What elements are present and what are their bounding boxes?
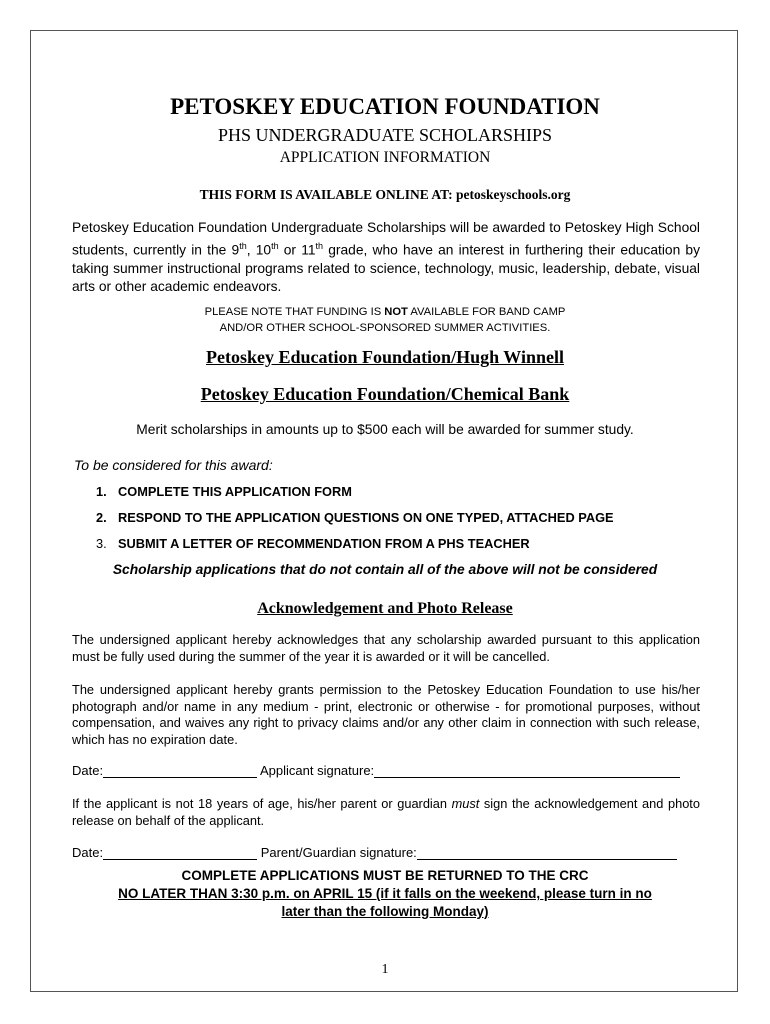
scholarship-chemical-bank: Petoskey Education Foundation/Chemical Bank [200,384,570,404]
intro-sup-1: th [239,241,247,251]
step-number: 1. [96,484,107,499]
step-1 [96,484,352,499]
step-text: COMPLETE THIS APPLICATION FORM [118,484,352,499]
subtitle-2: APPLICATION INFORMATION [279,149,491,166]
intro-text-1: Petoskey Education Foundation Undergraduate Scholarships will be awarded to Petoskey High School students, currently in the 9 [72,220,700,258]
ack-paragraph-1: The undersigned applicant hereby acknowledges that any scholarship awarded pursuant to this application must be fully used during the summer of the year it is awarded or it will be cancelled. [72,632,700,664]
note-not: NOT [384,306,408,318]
date-field[interactable] [103,764,257,778]
step-number: 3. [96,536,107,551]
guardian-signature-row [72,845,677,860]
minor-text-2: sign the acknowledgement and photo release on behalf of the applicant. [72,796,700,828]
note-text-a: PLEASE NOTE THAT FUNDING IS [204,306,385,318]
minor-text-1: If the applicant is not 18 years of age, his/her parent or guardian [72,796,452,811]
applicant-signature-row [72,763,680,778]
consider-heading: To be considered for this award: [74,457,273,473]
intro-sup-2: th [271,241,279,251]
return-notice-line-3: later than the following Monday) [281,904,489,919]
note-text-b: AVAILABLE FOR BAND CAMP [407,306,566,318]
intro-sup-3: th [315,241,324,251]
subtitle: PHS UNDERGRADUATE SCHOLARSHIPS [217,125,553,145]
date-label: Date: [72,845,104,860]
guardian-signature-field[interactable] [417,846,677,860]
step-number: 2. [96,510,107,525]
ack-heading: Acknowledgement and Photo Release [257,600,513,617]
intro-text-2: , 10 [246,242,272,258]
minor-note [72,796,700,829]
page-number: 1 [381,962,389,977]
intro-paragraph [72,219,700,296]
step-text: SUBMIT A LETTER OF RECOMMENDATION FROM A PHS TEACHER [118,536,530,551]
intro-text-3: or 11 [278,242,316,258]
date-label: Date: [72,763,104,778]
guardian-signature-label: Parent/Guardian signature: [260,845,417,860]
online-prefix: THIS FORM IS AVAILABLE ONLINE AT: [199,187,453,202]
funding-note-line-2: AND/OR OTHER SCHOOL-SPONSORED SUMMER ACTIVITIES. [219,322,551,334]
funding-note [0,304,770,336]
step-2 [96,510,614,525]
warning-text: Scholarship applications that do not contain all of the above will not be considered [112,562,658,577]
applicant-signature-label: Applicant signature: [259,763,375,778]
step-text: RESPOND TO THE APPLICATION QUESTIONS ON ONE TYPED, ATTACHED PAGE [118,510,614,525]
ack-paragraph-2: The undersigned applicant hereby grants permission to the Petoskey Education Foundation to use his/her photograph and/or name in any medium - print, electronic or otherwise - for promotional purposes, without compensation, and waives any right to privacy claims and/or any other claim in connection with such release, which has no expiration date. [72,682,700,747]
step-3 [96,536,530,551]
return-notice-line-2: NO LATER THAN 3:30 p.m. on APRIL 15 (if it falls on the weekend, please turn in no [118,886,652,901]
website-link[interactable]: petoskeyschools.org [455,187,571,202]
page-title: PETOSKEY EDUCATION FOUNDATION [170,94,600,119]
scholarship-hugh-winnell: Petoskey Education Foundation/Hugh Winnell [206,347,564,367]
date-field[interactable] [103,846,257,860]
minor-must: must [451,796,480,811]
funding-note-line-1 [0,304,770,320]
merit-text: Merit scholarships in amounts up to $500 each will be awarded for summer study. [136,422,634,437]
return-notice-line-1: COMPLETE APPLICATIONS MUST BE RETURNED TO THE CRC [181,868,589,883]
applicant-signature-field[interactable] [374,764,680,778]
intro-text-4: grade, who have an interest in furthering their education by taking summer instructional programs related to science, technology, music, leadership, debate, visual arts or other academic endeavors. [72,242,700,294]
online-notice [0,187,770,203]
